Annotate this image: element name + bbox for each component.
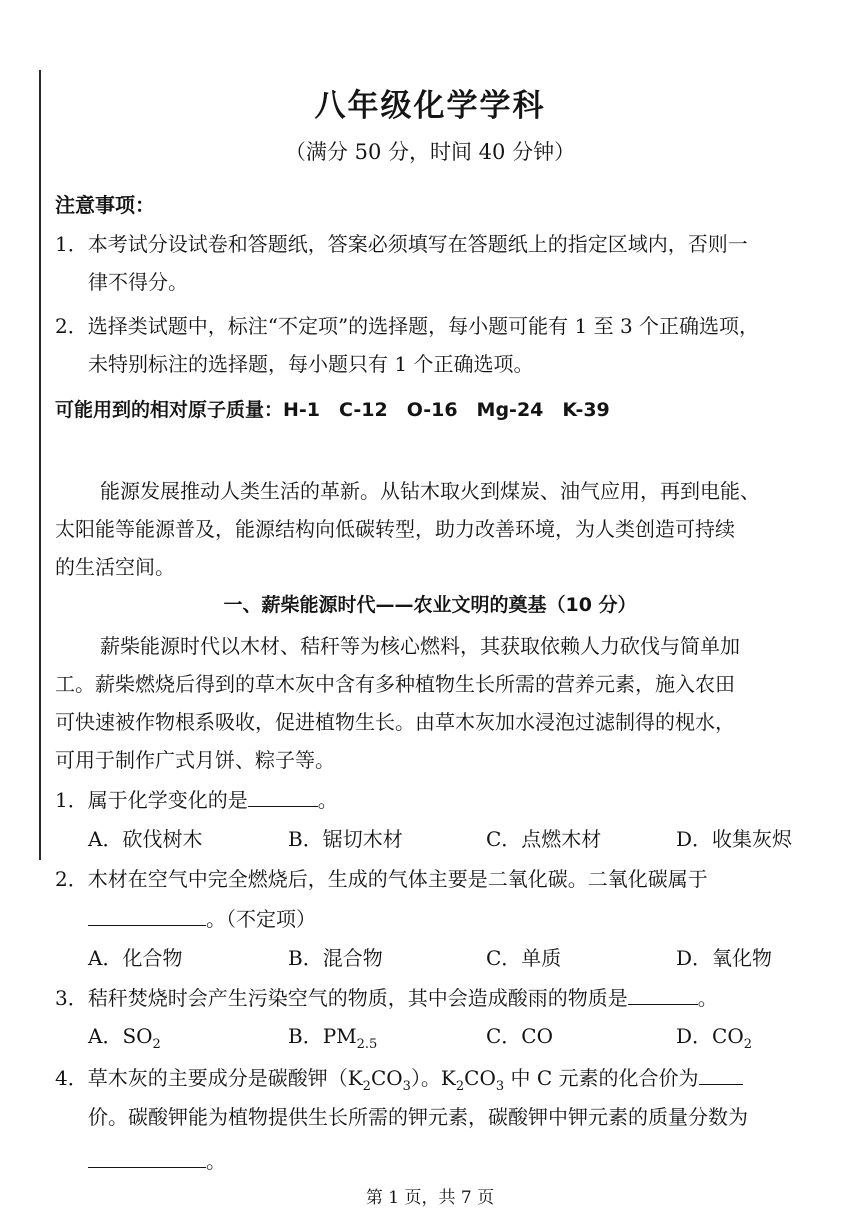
- question-4-mass-fraction-blank: [88, 1147, 206, 1168]
- section-1-paragraph-line-1: 薪柴能源时代以木材、秸秆等为核心燃料，其获取依赖人力砍伐与简单加: [100, 634, 740, 658]
- question-2-option-b: B．混合物: [288, 946, 383, 970]
- question-1-option-b: B．锯切木材: [288, 827, 403, 851]
- question-4-valence-blank: [699, 1064, 743, 1085]
- question-3-option-b: B．$PM_{2.5}$: [288, 1024, 378, 1052]
- question-2-answer-blank: [88, 905, 206, 926]
- question-4-line-2: 价。碳酸钾能为植物提供生长所需的钾元素，碳酸钾中钾元素的质量分数为: [88, 1105, 748, 1129]
- question-3: [55, 982, 718, 1011]
- notice-item-2-line-1: 2．选择类试题中，标注“不定项”的选择题，每小题可能有 1 至 3 个正确选项，: [55, 314, 760, 338]
- intro-line-2: 太阳能等能源普及，能源结构向低碳转型，助力改善环境，为人类创造可持续: [55, 517, 735, 541]
- question-1-stem: 1．属于化学变化的是: [55, 788, 248, 812]
- question-1: [55, 784, 338, 813]
- notice-item-1-line-1: 1．本考试分设试卷和答题纸，答案必须填写在答题纸上的指定区域内，否则一: [55, 232, 748, 256]
- section-1-paragraph-line-2: 工。薪柴燃烧后得到的草木灰中含有多种植物生长所需的营养元素，施入农田: [55, 672, 735, 696]
- question-2-option-a: A．化合物: [88, 946, 183, 970]
- question-2-line-2: [88, 903, 316, 932]
- page-number: 第 1 页，共 7 页: [365, 1188, 495, 1208]
- notice-item-1-line-2: 律不得分。: [88, 270, 188, 294]
- page-subtitle: （满分 50 分，时间 40 分钟）: [284, 140, 576, 164]
- section-1-paragraph-line-3: 可快速被作物根系吸收，促进植物生长。由草木灰加水浸泡过滤制得的枧水，: [55, 710, 735, 734]
- question-1-end: 。: [317, 788, 338, 812]
- question-4-line-1: 4．草木灰的主要成分是碳酸钾$(K_2CO_3)$。$K_2CO_3$ 中 C 元素的化合价为: [55, 1062, 743, 1094]
- question-3-option-a: A．$SO_2$: [88, 1024, 161, 1052]
- intro-line-1: 能源发展推动人类生活的革新。从钻木取火到煤炭、油气应用，再到电能、: [100, 479, 760, 503]
- section-1-paragraph-line-4: 可用于制作广式月饼、粽子等。: [55, 748, 335, 772]
- question-2-tail: 。（不定项）: [206, 907, 316, 931]
- question-4-end: 。: [206, 1149, 226, 1173]
- question-2-stem: 2．木材在空气中完全燃烧后，生成的气体主要是二氧化碳。二氧化碳属于: [55, 867, 708, 891]
- question-3-option-d: D．$CO_2$: [676, 1024, 753, 1052]
- intro-line-3: 的生活空间。: [55, 555, 175, 579]
- question-4-line-3: [88, 1145, 226, 1174]
- question-3-stem: 3．秸秆焚烧时会产生污染空气的物质，其中会造成酸雨的物质是: [55, 986, 628, 1010]
- atomic-masses: 可能用到的相对原子质量：H-1 C-12 O-16 Mg-24 K-39: [55, 399, 610, 421]
- notice-heading: 注意事项：: [55, 193, 155, 217]
- question-3-end: 。: [697, 986, 718, 1010]
- question-1-option-a: A．砍伐树木: [88, 827, 203, 851]
- question-3-answer-blank: [628, 984, 698, 1005]
- question-3-option-c: C．CO: [486, 1024, 554, 1048]
- page-title: 八年级化学学科: [314, 88, 546, 124]
- question-2-option-c: C．单质: [486, 946, 562, 970]
- question-2-option-d: D．氧化物: [676, 946, 773, 970]
- question-1-answer-blank: [248, 786, 318, 807]
- section-1-title: 一、薪柴能源时代——农业文明的奠基（10 分）: [223, 594, 637, 616]
- question-1-option-c: C．点燃木材: [486, 827, 602, 851]
- binding-margin-line: [39, 70, 41, 860]
- notice-item-2-line-2: 未特别标注的选择题，每小题只有 1 个正确选项。: [88, 352, 534, 376]
- question-1-option-d: D．收集灰烬: [676, 827, 793, 851]
